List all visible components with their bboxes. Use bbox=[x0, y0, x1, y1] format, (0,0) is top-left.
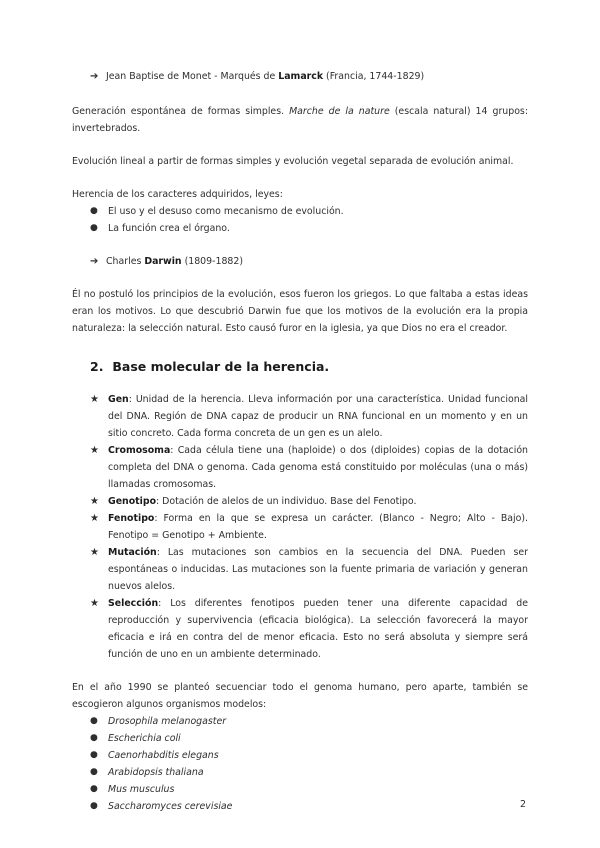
star-icon: ★ bbox=[90, 394, 99, 405]
definition-item: ★ Fenotipo: Forma en la que se expresa un carácter. (Blanco - Negro; Alto - Bajo). Fenotipo = Genotipo + Ambiente. bbox=[72, 510, 528, 544]
paragraph-genoma: En el año 1990 se planteó secuenciar todo el genoma humano, pero aparte, también se escogieron algunos organismos modelos: bbox=[72, 682, 528, 710]
list-item: ● Escherichia coli bbox=[72, 730, 528, 747]
lamarck-prefix: Jean Baptise de Monet - Marqués de bbox=[106, 71, 279, 82]
bullet-icon: ● bbox=[90, 223, 98, 233]
lamarck-suffix: (Francia, 1744-1829) bbox=[323, 71, 425, 82]
definition-item: ★ Cromosoma: Cada célula tiene una (haploide) o dos (diploides) copias de la dotación completa del DNA o genoma. Cada genoma está constituido por moléculas (una o más) llamadas cromosomas. bbox=[72, 442, 528, 493]
paragraph-herencia: Herencia de los caracteres adquiridos, leyes: bbox=[72, 189, 283, 200]
bullet-icon: ● bbox=[90, 206, 98, 216]
paragraph-darwin: Él no postuló los principios de la evolución, esos fueron los griegos. Lo que faltaba a estas ideas eran los motivos. Lo que descubrió Darwin fue que los motivos de la evolución era la propia naturaleza: la selección natural. Esto causó furor en la iglesia, ya que Dios no era el creador. bbox=[72, 289, 528, 334]
list-item: ● El uso y el desuso como mecanismo de evolución. bbox=[72, 203, 528, 220]
page-number: 2 bbox=[519, 799, 526, 810]
definition-term: Genotipo bbox=[108, 496, 157, 507]
section-number: 2. bbox=[90, 359, 104, 374]
bullet-icon: ● bbox=[90, 801, 98, 811]
list-item: ● La función crea el órgano. bbox=[72, 220, 528, 237]
definition-term: Cromosoma bbox=[108, 445, 171, 456]
darwin-heading bbox=[72, 253, 528, 270]
definitions-list bbox=[72, 391, 528, 663]
darwin-suffix: (1809-1882) bbox=[181, 256, 244, 267]
star-icon: ★ bbox=[90, 496, 99, 507]
definition-term: Fenotipo bbox=[108, 513, 155, 524]
darwin-name: Darwin bbox=[144, 256, 182, 267]
definition-item: ★ Gen: Unidad de la herencia. Lleva información por una característica. Unidad funcional del DNA. Región de DNA capaz de producir un RNA funcional en un momento y en un sitio concreto. Cada forma concreta de un gen es un alelo. bbox=[72, 391, 528, 442]
bullet-icon: ● bbox=[90, 784, 98, 794]
paragraph-evolucion-lineal: Evolución lineal a partir de formas simples y evolución vegetal separada de evolución animal. bbox=[72, 156, 514, 167]
star-icon: ★ bbox=[90, 513, 99, 524]
bullet-icon: ● bbox=[90, 750, 98, 760]
bullet-icon: ● bbox=[90, 767, 98, 777]
list-item: ● Mus musculus bbox=[72, 781, 528, 798]
organisms-list bbox=[72, 713, 528, 815]
list-item: ● Drosophila melanogaster bbox=[72, 713, 528, 730]
arrow-icon: ➔ bbox=[90, 71, 99, 82]
list-item: ● Caenorhabditis elegans bbox=[72, 747, 528, 764]
definition-term: Mutación bbox=[108, 547, 157, 558]
definition-item: ★ Mutación: Las mutaciones son cambios en la secuencia del DNA. Pueden ser espontáneas o inducidas. Las mutaciones son la fuente primaria de variación y generan nuevos alelos. bbox=[72, 544, 528, 595]
definition-term: Selección bbox=[108, 598, 159, 609]
definition-item: ★ Genotipo: Dotación de alelos de un individuo. Base del Fenotipo. bbox=[72, 493, 528, 510]
bullet-icon: ● bbox=[90, 716, 98, 726]
star-icon: ★ bbox=[90, 547, 99, 558]
star-icon: ★ bbox=[90, 445, 99, 456]
lamarck-heading bbox=[72, 68, 528, 85]
definition-term: Gen bbox=[108, 394, 129, 405]
section-title: Base molecular de la herencia. bbox=[112, 359, 330, 374]
star-icon: ★ bbox=[90, 598, 99, 609]
section-heading bbox=[72, 357, 528, 377]
page-content bbox=[72, 68, 528, 815]
paragraph-generacion: Generación espontánea de formas simples. Marche de la nature (escala natural) 14 grupos: invertebrados. bbox=[72, 106, 528, 134]
definition-item: ★ Selección: Los diferentes fenotipos pueden tener una diferente capacidad de reproducción y supervivencia (eficacia biológica). La selección favorecerá la mayor eficacia e irá en contra del de menor eficacia. Esto no será absoluta y siempre será función de uno en un ambiente determinado. bbox=[72, 595, 528, 663]
lamarck-name: Lamarck bbox=[278, 71, 324, 82]
laws-list bbox=[72, 203, 528, 237]
list-item: ● Saccharomyces cerevisiae bbox=[72, 798, 528, 815]
arrow-icon: ➔ bbox=[90, 256, 99, 267]
darwin-prefix: Charles bbox=[106, 256, 145, 267]
bullet-icon: ● bbox=[90, 733, 98, 743]
list-item: ● Arabidopsis thaliana bbox=[72, 764, 528, 781]
